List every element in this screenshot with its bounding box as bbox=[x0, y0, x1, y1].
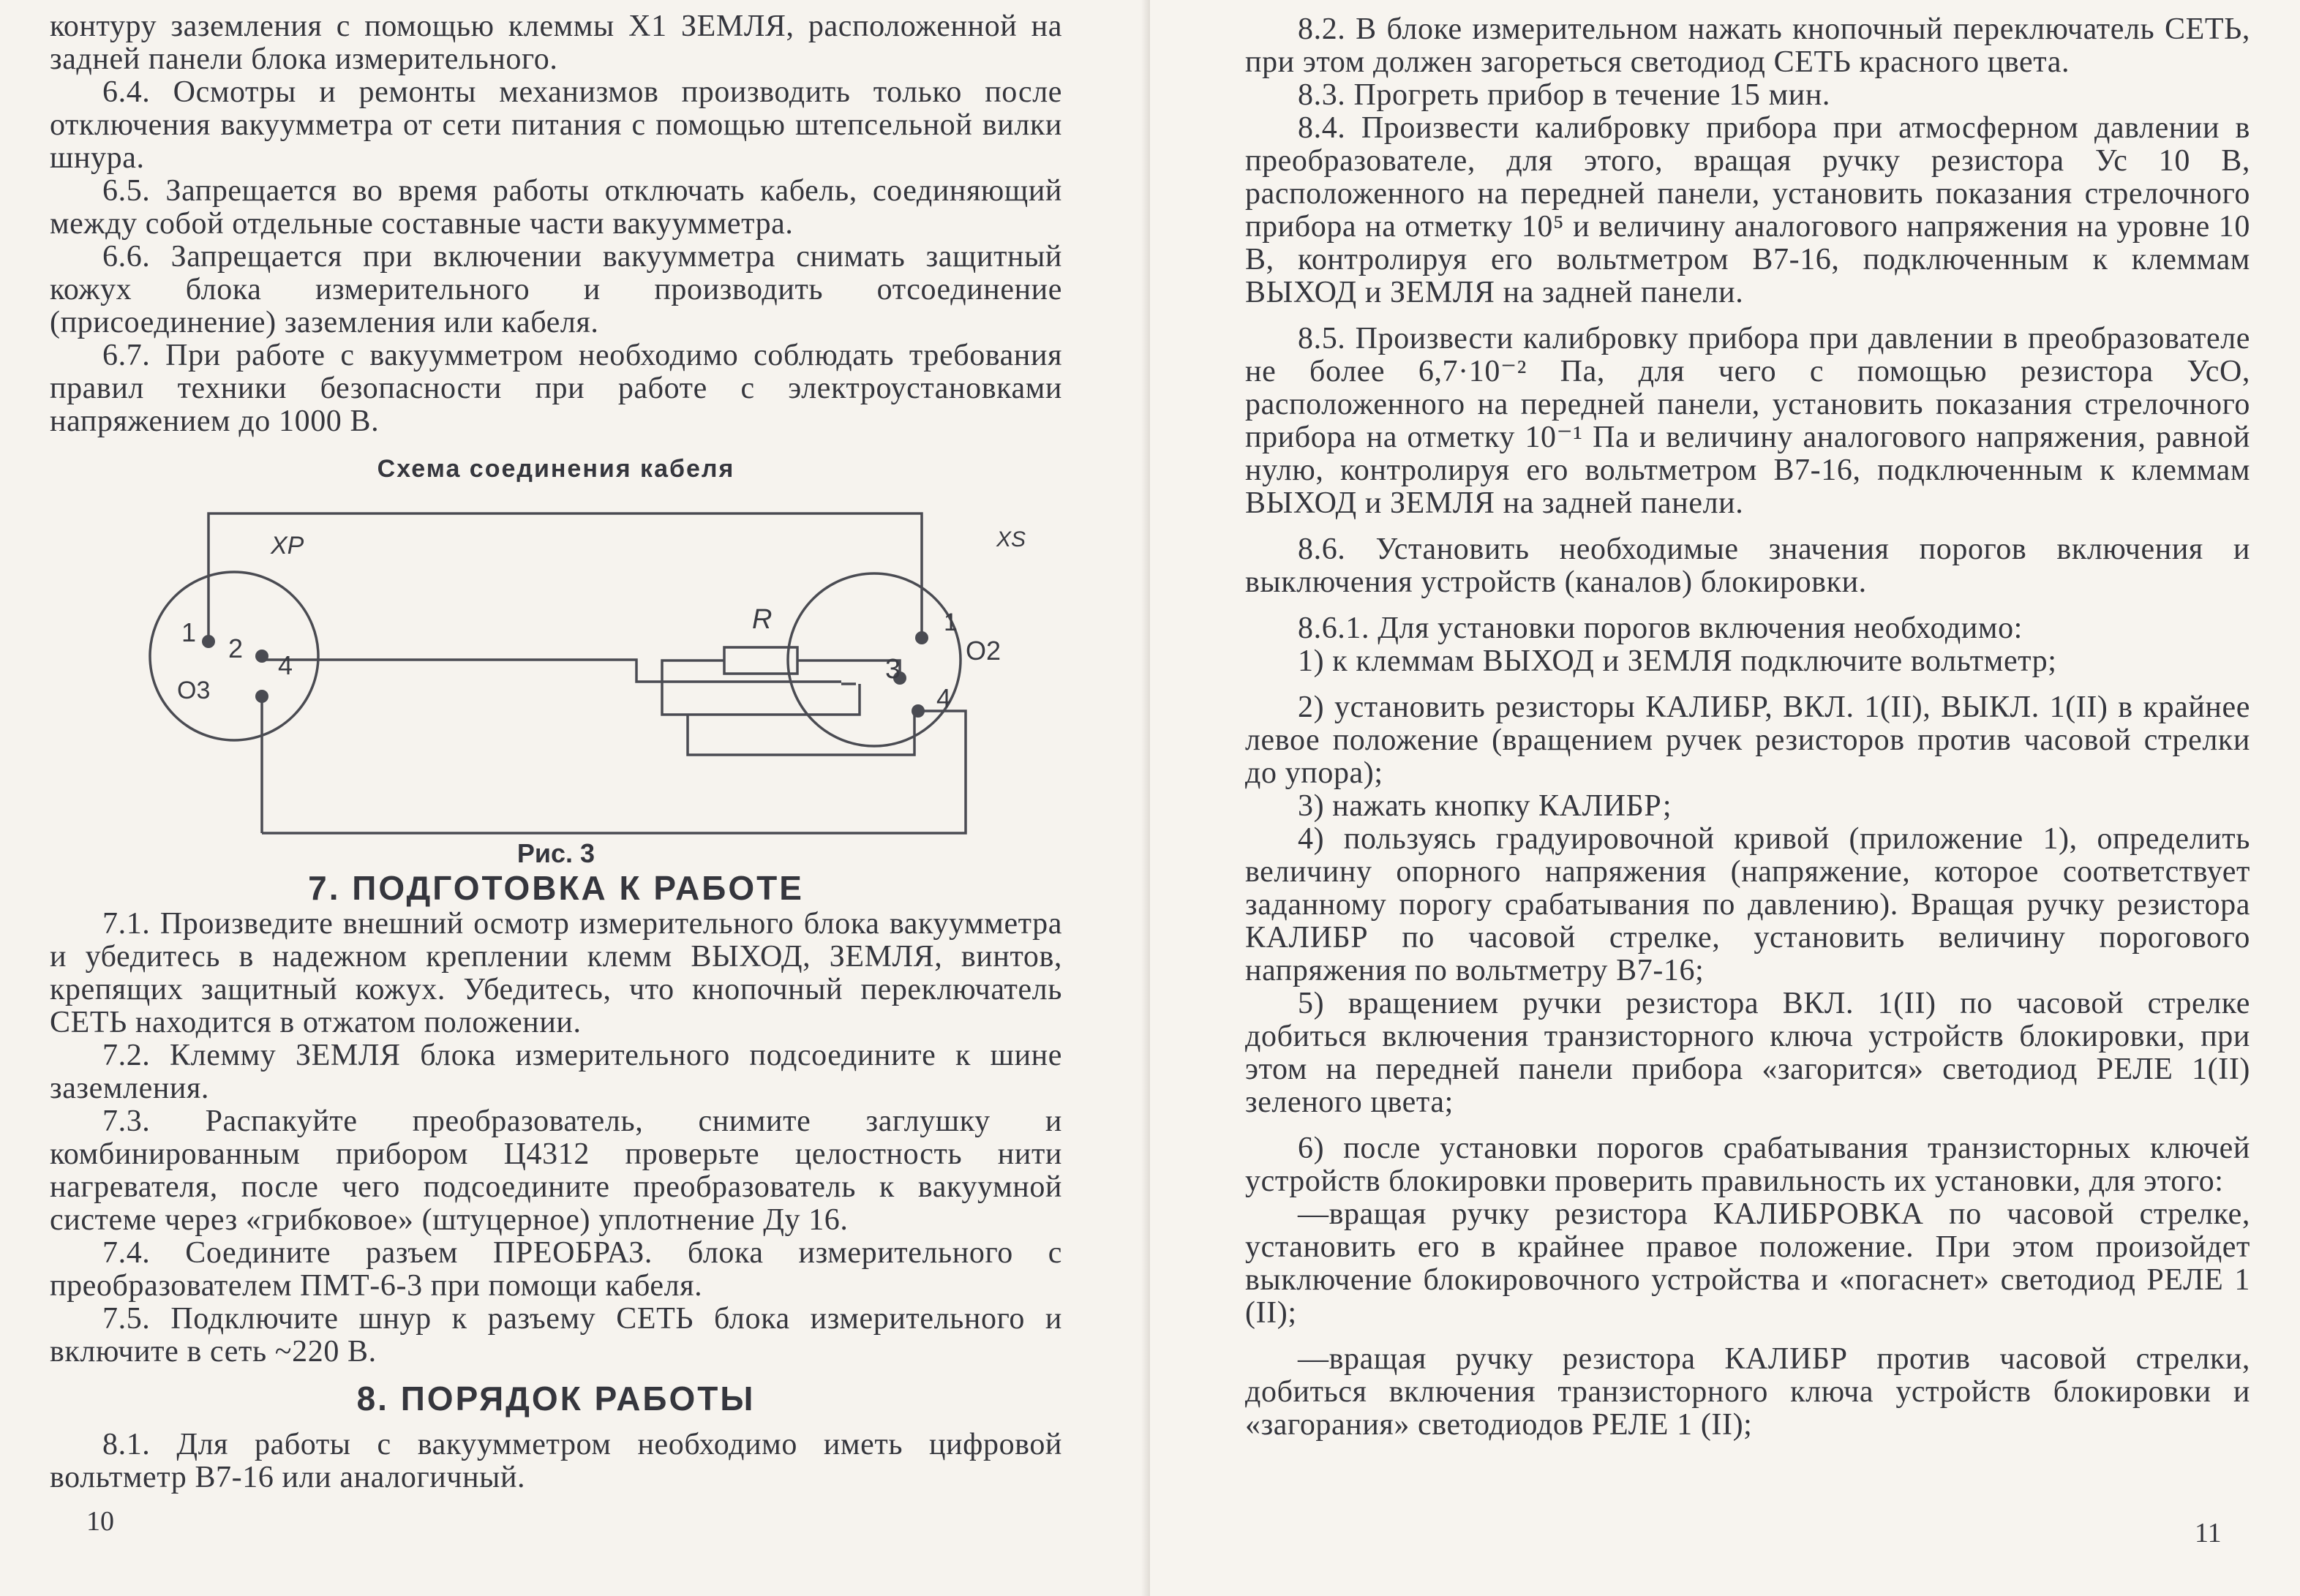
list-item-1: 1) к клеммам ВЫХОД и ЗЕМЛЯ подключите вольтметр; bbox=[1298, 644, 2057, 678]
figure-title: Схема соединения кабеля bbox=[377, 455, 735, 483]
figure-caption: Рис. 3 bbox=[516, 838, 595, 868]
paragraph-6-7: 6.7. При работе с вакуумметром необходимо соблюдать требования правил техники безопасности при работе с электроустановками напряжением до 1000 В. bbox=[50, 339, 1062, 438]
paragraph-8-3: 8.3. Прогреть прибор в течение 15 мин. bbox=[1298, 78, 1831, 112]
xp-pin-3: О3 bbox=[177, 677, 211, 704]
page-number-right: 11 bbox=[2195, 1518, 2222, 1548]
resistor-r bbox=[724, 647, 797, 674]
section-7-title: 7. ПОДГОТОВКА К РАБОТЕ bbox=[308, 869, 804, 907]
paragraph-7-1: 7.1. Произведите внешний осмотр измерительного блока вакуумметра и убедитесь в надежном креплении клемм ВЫХОД, ЗЕМЛЯ, винтов, крепящих защитный кожух. Убедитесь, что кнопочный переключатель СЕТЬ находится в отжатом положении. bbox=[50, 907, 1062, 1039]
paragraph-8-4: 8.4. Произвести калибровку прибора при атмосферном давлении в преобразователе, для этого, вращая ручку резистора Ус 10 В, расположенного на передней панели, установить показания стрелочного прибора на отметку 10⁵ и величину аналогового напряжения на уровне 10 В, контролируя его вольтметром В7-16, подключенным к клеммам ВЫХОД и ЗЕМЛЯ на задней панели. bbox=[1245, 111, 2250, 309]
paragraph-7-3: 7.3. Распакуйте преобразователь, снимите заглушку и комбинированным прибором Ц4312 проверьте целостность нити нагревателя, после чего подсоедините преобразователь к вакуумной системе через «грибковое» (штуцерное) уплотнение Ду 16. bbox=[50, 1104, 1062, 1237]
resistor-label: R bbox=[752, 604, 773, 635]
paragraph-8-1: 8.1. Для работы с вакуумметром необходимо иметь цифровой вольтметр В7-16 или аналогичный. bbox=[50, 1428, 1062, 1494]
right-page bbox=[1150, 0, 2300, 1596]
paragraph-8-5: 8.5. Произвести калибровку прибора при давлении в преобразователе не более 6,7·10⁻² Па, для чего с помощью резистора УсО, расположенного на передней панели, установить показания стрелочного прибора на отметку 10⁻¹ Па и величину аналогового напряжения, равной нулю, контролируя его вольтметром В7-16, подключенным к клеммам ВЫХОД и ЗЕМЛЯ на задней панели. bbox=[1245, 322, 2250, 520]
list-item-3: 3) нажать кнопку КАЛИБР; bbox=[1298, 789, 1672, 823]
paragraph-6-4: 6.4. Осмотры и ремонты механизмов производить только после отключения вакуумметра от сети питания с помощью штепсельной вилки шнура. bbox=[50, 75, 1062, 175]
paragraph-8-6: 8.6. Установить необходимые значения порогов включения и выключения устройств (каналов) блокировки. bbox=[1245, 532, 2250, 599]
xp-pin-1: 1 bbox=[181, 617, 197, 647]
xs-pin-4: 4 bbox=[936, 683, 952, 713]
xs-pin-1: 1 bbox=[944, 609, 958, 636]
xp-pin-4: 4 bbox=[278, 650, 293, 680]
wire-top bbox=[208, 513, 922, 638]
wire-xs4 bbox=[262, 711, 966, 833]
list-item-6-a: —вращая ручку резистора КАЛИБРОВКА по часовой стрелке, установить его в крайнее правое положение. При этом произойдет выключение блокировочного устройства и «погаснет» светодиод РЕЛЕ 1 (II); bbox=[1245, 1197, 2250, 1330]
list-item-6: 6) после установки порогов срабатывания транзисторных ключей устройств блокировки проверить правильность их установки, для этого: bbox=[1245, 1132, 2250, 1198]
list-item-2: 2) установить резисторы КАЛИБР, ВКЛ. 1(II), ВЫКЛ. 1(II) в крайнее левое положение (вращением ручек резисторов против часовой стрелки до упора); bbox=[1245, 690, 2250, 790]
paragraph-8-2: 8.2. В блоке измерительном нажать кнопочный переключатель СЕТЬ, при этом должен загореться светодиод СЕТЬ красного цвета. bbox=[1245, 12, 2250, 79]
paragraph-7-5: 7.5. Подключите шнур к разъему СЕТЬ блока измерительного и включите в сеть ~220 В. bbox=[50, 1302, 1062, 1369]
list-item-6-b: —вращая ручку резистора КАЛИБР против часовой стрелки, добиться включения транзисторного ключа устройств блокировки и «загорания» светодиодов РЕЛЕ 1 (II); bbox=[1245, 1342, 2250, 1442]
page-number-left: 10 bbox=[86, 1506, 114, 1537]
xs-pin-3: 3 bbox=[885, 654, 901, 685]
paragraph-7-4: 7.4. Соедините разъем ПРЕОБРАЗ. блока измерительного с преобразователем ПМТ-6-3 при помощи кабеля. bbox=[50, 1236, 1062, 1303]
xs-pin-2: О2 bbox=[966, 636, 1001, 666]
paragraph-6-3-continued: контуру заземления с помощью клеммы Х1 ЗЕМЛЯ, расположенной на задней панели блока измерительного. bbox=[50, 10, 1062, 76]
list-item-5: 5) вращением ручки резистора ВКЛ. 1(II) по часовой стрелке добиться включения транзисторного ключа устройств блокировки, при этом на передней панели прибора «загорится» светодиод РЕЛЕ 1(II) зеленого цвета; bbox=[1245, 987, 2250, 1119]
paragraph-8-6-1: 8.6.1. Для установки порогов включения необходимо: bbox=[1298, 611, 2023, 645]
xs-label: XS bbox=[996, 527, 1026, 552]
xp-label: ХР bbox=[271, 532, 304, 560]
list-item-4: 4) пользуясь градуировочной кривой (приложение 1), определить величину опорного напряжения (напряжение, которое соответствует заданному порогу срабатывания по давлению). Вращая ручку резистора КАЛИБР по часовой стрелке, установить величину порогового напряжения по вольтметру В7-16; bbox=[1245, 822, 2250, 987]
paragraph-6-5: 6.5. Запрещается во время работы отключать кабель, соединяющий между собой отдельные составные части вакуумметра. bbox=[50, 174, 1062, 241]
section-8-title: 8. ПОРЯДОК РАБОТЫ bbox=[356, 1379, 756, 1418]
paragraph-6-6: 6.6. Запрещается при включении вакуумметра снимать защитный кожух блока измерительного и производить отсоединение (присоединение) заземления или кабеля. bbox=[50, 240, 1062, 339]
wire-middle bbox=[260, 660, 841, 682]
cable-connection-diagram bbox=[95, 495, 1026, 839]
xp-pin-2: 2 bbox=[228, 633, 244, 663]
paragraph-7-2: 7.2. Клемму ЗЕМЛЯ блока измерительного подсоедините к шине заземления. bbox=[50, 1039, 1062, 1105]
